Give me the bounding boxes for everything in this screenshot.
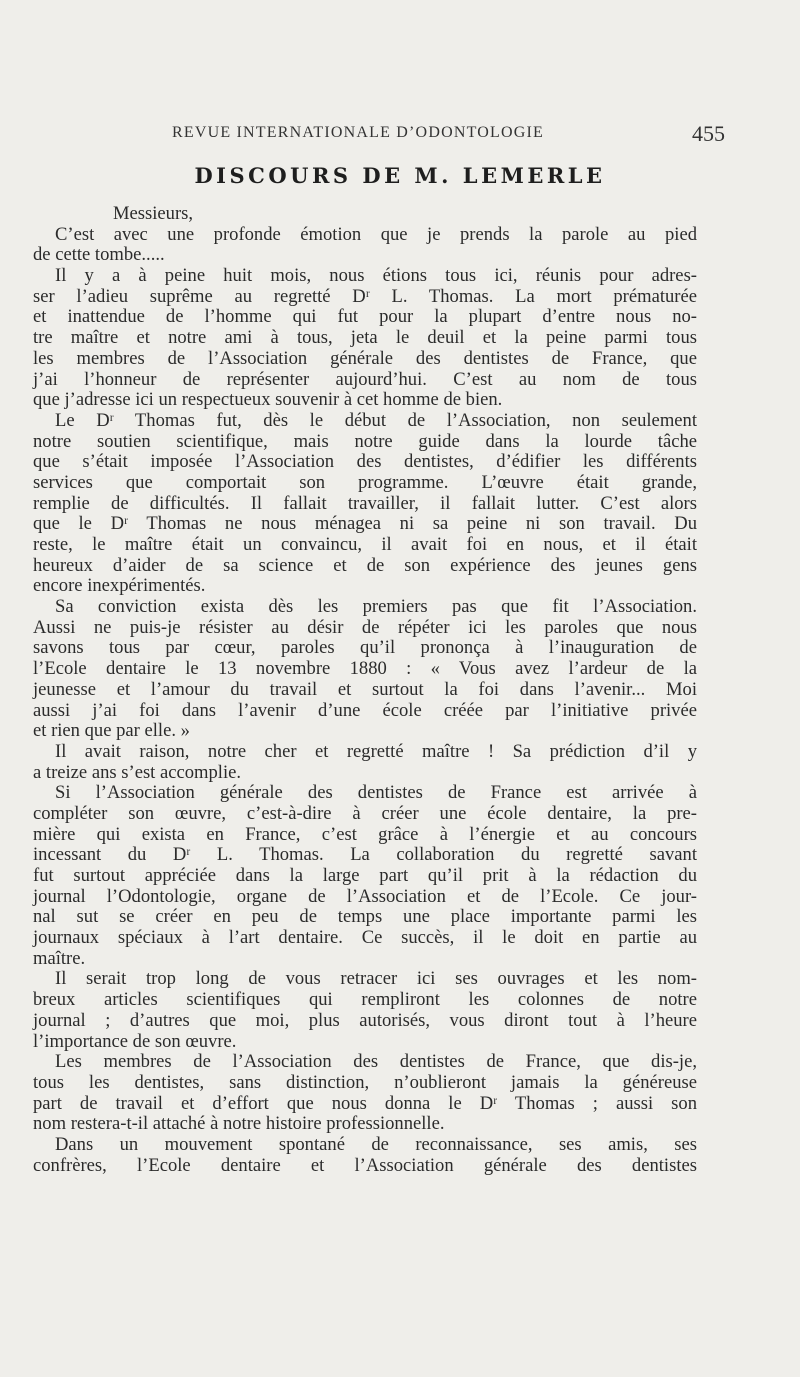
text-line: que j’adresse ici un respectueux souvenir à cet homme de bien. [33,389,503,411]
text-line: et rien que par elle. » [33,720,190,742]
text-line: confrères, l’Ecole dentaire et l’Association générale des dentistes [33,1154,697,1176]
text-line: reste, le maître était un convaincu, il avait foi en nous, et il était [33,534,697,555]
text-line: l’Ecole dentaire le 13 novembre 1880 : « Vous avez l’ardeur de la [33,658,697,680]
text-line: Il serait trop long de vous retracer ici ses ouvrages et les nom- [55,968,697,990]
text-line: aussi j’ai foi dans l’avenir d’une école créée par l’initiative privée [33,699,697,721]
text-line: incessant du Dʳ L. Thomas. La collaboration du regretté savant [33,844,697,866]
text-line: Il avait raison, notre cher et regretté maître ! Sa prédiction d’il y [55,740,697,762]
text-line: mière qui exista en France, c’est grâce à l’énergie et au concours [33,823,697,845]
text-line: savons tous par cœur, paroles qu’il prononça à l’inauguration de [33,637,697,659]
text-line: Messieurs, [113,203,194,224]
text-line: heureux d’aider de sa science et de son expérience des jeunes gens [33,554,697,576]
article-title: DISCOURS DE M. LEMERLE [194,163,606,188]
text-line: Il y a à peine huit mois, nous étions tous ici, réunis pour adres- [55,265,697,287]
text-line: Dans un mouvement spontané de reconnaissance, ses amis, ses [55,1133,697,1155]
page-number: 455 [692,121,725,146]
text-line: jeunesse et l’amour du travail et surtout la foi dans l’avenir... Moi [33,678,697,700]
text-line: Les membres de l’Association des dentistes de France, que dis-je, [55,1051,697,1073]
text-line: Sa conviction exista dès les premiers pas que fit l’Association. [55,596,697,618]
text-line: journal l’Odontologie, organe de l’Association et de l’Ecole. Ce jour- [33,885,697,907]
text-line: l’importance de son œuvre. [33,1030,237,1052]
text-line: breux articles scientifiques qui rempliront les colonnes de notre [33,989,697,1011]
text-line: journaux spéciaux à l’art dentaire. Ce succès, il le doit en partie au [33,927,697,949]
text-line: notre soutien scientifique, mais notre guide dans la lourde tâche [33,430,697,452]
text-line: journal ; d’autres que moi, plus autorisés, vous diront tout à l’heure [33,1009,697,1031]
text-line: ser l’adieu suprême au regretté Dʳ L. Thomas. La mort prématurée [33,285,697,307]
text-line: remplie de difficultés. Il fallait travailler, il fallait lutter. C’est alors [33,492,697,514]
text-line: a treize ans s’est accomplie. [33,761,242,783]
text-line: encore inexpérimentés. [33,575,206,597]
text-line: nom restera-t-il attaché à notre histoire professionnelle. [33,1113,445,1135]
text-line: nal sut se créer en peu de temps une place importante parmi les [33,906,697,928]
text-line: compléter son œuvre, c’est-à-dire à créer une école dentaire, la pre- [33,802,697,824]
text-line: de cette tombe..... [33,244,165,266]
running-head [172,121,725,148]
text-line: maître. [33,947,86,969]
text-line: services que comportait son programme. L’œuvre était grande, [33,471,697,493]
text-line: que s’était imposée l’Association des dentistes, d’édifier les différents [33,451,697,473]
text-line: C’est avec une profonde émotion que je prends la parole au pied [55,223,697,245]
text-line: et inattendue de l’homme qui fut pour la plupart d’entre nous no- [33,306,697,328]
text-line: que le Dʳ Thomas ne nous ménagea ni sa peine ni son travail. Du [33,513,697,535]
text-line: Si l’Association générale des dentistes de France est arrivée à [55,782,697,804]
text-line: part de travail et d’effort que nous donna le Dʳ Thomas ; aussi son [33,1092,697,1114]
text-line: tous les dentistes, sans distinction, n’oublieront jamais la généreuse [33,1071,697,1093]
text-line: j’ai l’honneur de représenter aujourd’hui. C’est au nom de tous [33,368,697,390]
journal-title: REVUE INTERNATIONALE D’ODONTOLOGIE [172,124,545,141]
text-line: tre maître et notre ami à tous, jeta le deuil et la peine parmi tous [33,327,697,349]
text-line: les membres de l’Association générale des dentistes de France, que [33,347,697,369]
text-line: Le Dʳ Thomas fut, dès le début de l’Association, non seulement [55,409,697,431]
text-line: fut surtout appréciée dans la large part qu’il prit à la rédaction du [33,865,697,886]
article-body [33,204,697,1176]
text-line: Aussi ne puis-je résister au désir de répéter ici les paroles que nous [33,616,697,638]
